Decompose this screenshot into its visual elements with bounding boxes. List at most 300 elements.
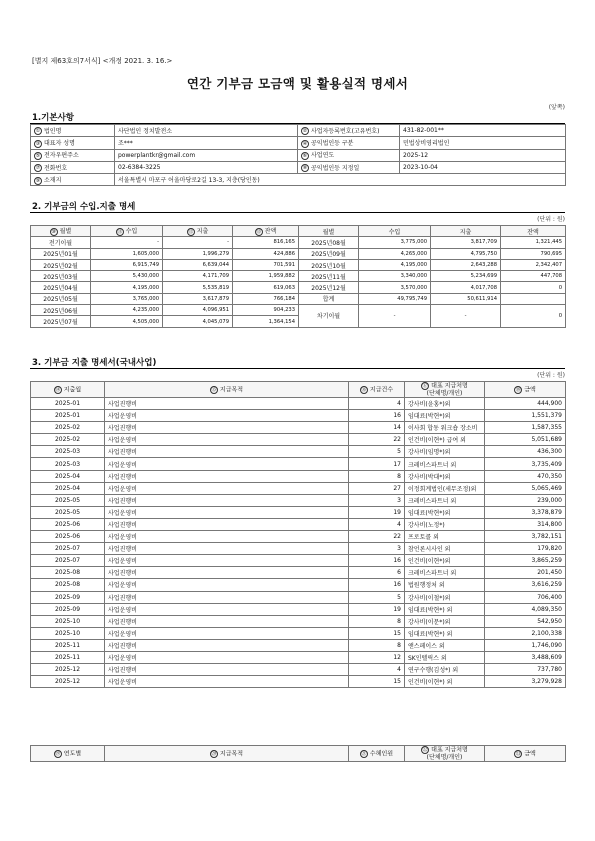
field-label — [31, 137, 115, 149]
yearly-expense-table — [30, 745, 566, 762]
expense-purpose-cell: 사업진행비 — [105, 639, 349, 651]
right-expense-cell: 4,795,750 — [431, 248, 501, 259]
month-header — [31, 226, 91, 237]
expense-payee-cell: 임대료(박현*) 외 — [405, 627, 485, 639]
left-balance-cell: 1,364,154 — [233, 316, 299, 327]
expense-month-cell: 2025-05 — [31, 506, 105, 518]
total-expense-cell: 50,611,914 — [431, 293, 501, 304]
expense-month-cell: 2025-05 — [31, 494, 105, 506]
left-expense-cell: 6,639,044 — [163, 259, 233, 270]
left-balance-cell: 904,233 — [233, 305, 299, 316]
right-month-cell: 2025년11월 — [299, 271, 359, 282]
income-expense-table — [30, 225, 566, 328]
expense-payee-cell: 이사회 합동 워크숍 장소비 — [405, 422, 485, 434]
circled-number-icon: ④ — [302, 140, 308, 147]
form-number: [별지 제63호의7서식] <개정 2021. 3. 16.> — [32, 57, 173, 65]
expense-payee-cell: 프로토콜 외 — [405, 531, 485, 543]
expense-payee-cell: 크레비스파트너 외 — [405, 494, 485, 506]
total-month-cell: 합계 — [299, 293, 359, 304]
expense-amount-cell: 3,279,928 — [485, 676, 566, 688]
expense-month-cell: 2025-02 — [31, 422, 105, 434]
expense-amount-cell: 444,900 — [485, 398, 566, 410]
field-label-text: 사업자등록번호(고유번호) — [311, 127, 380, 135]
amount-header — [485, 382, 566, 398]
expense-count-cell: 5 — [349, 591, 405, 603]
field-label-text: 대표자 성명 — [44, 140, 75, 148]
total-balance-cell — [501, 293, 566, 304]
left-income-cell: 4,195,000 — [91, 282, 163, 293]
table-row — [31, 494, 566, 506]
month-header-label: 월별 — [59, 228, 72, 236]
expense-purpose-cell: 사업운영비 — [105, 555, 349, 567]
expense-count-cell: 8 — [349, 639, 405, 651]
circled-number-icon: ⑥ — [302, 152, 308, 159]
expense-count-cell: 4 — [349, 664, 405, 676]
carryover-expense-cell: - — [431, 305, 501, 328]
circled-number-icon: ⑯ — [361, 386, 367, 393]
table-row — [31, 591, 566, 603]
income-header-label: 수입 — [125, 228, 138, 236]
expense-payee-cell: 강사비(임명*)외 — [405, 446, 485, 458]
circled-number-icon: ⑳ — [211, 750, 217, 757]
field-label — [31, 149, 115, 161]
income-row — [31, 282, 566, 293]
circled-number-icon: ⑪ — [117, 228, 123, 235]
left-expense-cell: 1,996,279 — [163, 248, 233, 259]
expense-amount-cell: 1,551,379 — [485, 410, 566, 422]
expense-payee-cell: SK인텔릭스 외 — [405, 651, 485, 663]
field-label-text: 사업연도 — [311, 152, 335, 160]
section2-unit: (단위 : 원) — [537, 216, 565, 223]
basic-info-row — [31, 137, 566, 149]
right-balance-cell: 1,321,445 — [501, 237, 566, 248]
expense-header — [163, 226, 233, 237]
expense-month-cell: 2025-01 — [31, 410, 105, 422]
expense-month-cell: 2025-06 — [31, 531, 105, 543]
expense-payee-cell: 강사비(이문*)외 — [405, 615, 485, 627]
circled-number-icon: ⑰ — [422, 383, 428, 389]
expense-amount-cell: 239,000 — [485, 494, 566, 506]
expense-payee-cell: 이정회계법인(세무조정)외 — [405, 482, 485, 494]
left-expense-cell: 4,171,709 — [163, 271, 233, 282]
expense-payee-cell: 강사비(이철*)외 — [405, 591, 485, 603]
table-row — [31, 639, 566, 651]
expense-count-cell: 3 — [349, 543, 405, 555]
table-row — [31, 615, 566, 627]
amount-header-label: 금액 — [524, 750, 536, 757]
payee-header-label: 대표 지급처명 — [431, 382, 468, 390]
expense-purpose-cell: 사업운영비 — [105, 531, 349, 543]
beneficiaries-header-label: 수혜인원 — [369, 750, 394, 757]
field-value: 431-82-001** — [400, 125, 566, 137]
circled-number-icon: ③ — [35, 140, 41, 147]
expense-amount-cell: 2,100,338 — [485, 627, 566, 639]
table-row — [31, 664, 566, 676]
expense-purpose-cell: 사업운영비 — [105, 627, 349, 639]
table-row — [31, 434, 566, 446]
income-row — [31, 259, 566, 270]
right-expense-cell: 3,817,709 — [431, 237, 501, 248]
left-month-cell: 2025년01월 — [31, 248, 91, 259]
right-income-cell: 3,570,000 — [359, 282, 431, 293]
expense-amount-cell: 1,587,355 — [485, 422, 566, 434]
balance-header-label: 잔액 — [264, 228, 277, 236]
left-income-cell: 4,235,000 — [91, 305, 163, 316]
right-balance-cell: 790,695 — [501, 248, 566, 259]
expense-purpose-cell: 사업진행비 — [105, 664, 349, 676]
payee-header-sub: (단체명/개인) — [426, 390, 463, 397]
right-balance-cell: 0 — [501, 282, 566, 293]
purpose-header-label: 지급목적 — [219, 750, 244, 757]
field-label — [31, 161, 115, 173]
field-value: 민법상비영리법인 — [400, 137, 566, 149]
circled-number-icon: ⑮ — [211, 386, 217, 393]
balance-header-right: 잔액 — [501, 226, 566, 237]
expense-purpose-cell: 사업운영비 — [105, 506, 349, 518]
expense-month-cell: 2025-06 — [31, 518, 105, 530]
basic-info-row — [31, 149, 566, 161]
month-header-label: 지출월 — [63, 386, 82, 393]
expense-month-cell: 2025-10 — [31, 615, 105, 627]
left-balance-cell: 1,959,882 — [233, 271, 299, 282]
payee-header — [405, 382, 485, 398]
right-income-cell: 3,775,000 — [359, 237, 431, 248]
circled-number-icon: ⑩ — [51, 228, 56, 235]
circled-number-icon: ㉒ — [422, 747, 428, 753]
expense-header-label: 지출 — [196, 228, 209, 236]
table-row — [31, 567, 566, 579]
left-month-cell: 2025년04월 — [31, 282, 91, 293]
income-row — [31, 305, 566, 316]
expense-count-cell: 16 — [349, 579, 405, 591]
table-row — [31, 531, 566, 543]
payee-header-label: 대표 지급처명 — [431, 746, 468, 754]
expense-month-cell: 2025-12 — [31, 664, 105, 676]
left-income-cell: 4,505,000 — [91, 316, 163, 327]
expense-amount-cell: 5,051,689 — [485, 434, 566, 446]
circled-number-icon: ⑦ — [35, 165, 41, 172]
left-balance-cell: 701,591 — [233, 259, 299, 270]
expense-month-cell: 2025-04 — [31, 470, 105, 482]
expense-amount-cell: 5,065,469 — [485, 482, 566, 494]
expense-month-cell: 2025-09 — [31, 603, 105, 615]
left-balance-cell: 619,063 — [233, 282, 299, 293]
income-row — [31, 237, 566, 248]
domestic-header-row — [31, 382, 566, 398]
expense-month-cell: 2025-08 — [31, 567, 105, 579]
expense-payee-cell: 임대료(박현*) 외 — [405, 603, 485, 615]
field-label-text: 법인명 — [44, 127, 62, 135]
expense-count-cell: 8 — [349, 470, 405, 482]
left-month-cell: 2025년03월 — [31, 271, 91, 282]
expense-month-cell: 2025-07 — [31, 543, 105, 555]
right-balance-cell: 2,342,407 — [501, 259, 566, 270]
expense-count-cell: 3 — [349, 494, 405, 506]
expense-purpose-cell: 사업진행비 — [105, 470, 349, 482]
circled-number-icon: ㉓ — [515, 750, 521, 757]
expense-purpose-cell: 사업운영비 — [105, 458, 349, 470]
expense-count-cell: 16 — [349, 410, 405, 422]
expense-count-cell: 6 — [349, 567, 405, 579]
circled-number-icon: ⑫ — [188, 228, 194, 235]
expense-amount-cell: 436,300 — [485, 446, 566, 458]
circled-number-icon: ㉑ — [361, 750, 367, 757]
expense-purpose-cell: 사업운영비 — [105, 410, 349, 422]
income-header — [91, 226, 163, 237]
right-income-cell: 4,195,000 — [359, 259, 431, 270]
right-income-cell: 3,340,000 — [359, 271, 431, 282]
field-value: powerplantkr@gmail.com — [115, 149, 298, 161]
basic-info-table — [30, 124, 566, 186]
expense-purpose-cell: 사업진행비 — [105, 591, 349, 603]
left-expense-cell: - — [163, 237, 233, 248]
left-expense-cell: 4,045,079 — [163, 316, 233, 327]
circled-number-icon: ⑭ — [55, 386, 61, 393]
left-income-cell: - — [91, 237, 163, 248]
field-label — [298, 161, 400, 173]
right-expense-cell: 4,017,708 — [431, 282, 501, 293]
expense-month-cell: 2025-03 — [31, 446, 105, 458]
expense-count-cell: 17 — [349, 458, 405, 470]
expense-count-cell: 22 — [349, 531, 405, 543]
table-row — [31, 627, 566, 639]
expense-count-cell: 4 — [349, 518, 405, 530]
table-row — [31, 676, 566, 688]
month-header-right: 월별 — [299, 226, 359, 237]
payee-header — [405, 746, 485, 762]
expense-month-cell: 2025-04 — [31, 482, 105, 494]
count-header — [349, 382, 405, 398]
circled-number-icon: ⑬ — [256, 228, 262, 235]
year-header — [31, 746, 105, 762]
payee-header-sub: (단체명/개인) — [426, 754, 463, 761]
section3-rule — [30, 368, 565, 369]
table-row — [31, 603, 566, 615]
field-label-text: 공익법인등 지정일 — [311, 164, 360, 172]
expense-purpose-cell: 사업진행비 — [105, 398, 349, 410]
expense-amount-cell: 201,450 — [485, 567, 566, 579]
address-row — [31, 174, 566, 186]
expense-amount-cell: 470,350 — [485, 470, 566, 482]
table-row — [31, 458, 566, 470]
section3-unit: (단위 : 원) — [537, 372, 565, 379]
field-label-text: 전화번호 — [44, 164, 68, 172]
right-month-cell: 2025년12월 — [299, 282, 359, 293]
left-month-cell: 2025년07월 — [31, 316, 91, 327]
expense-count-cell: 4 — [349, 398, 405, 410]
expense-payee-cell: 인건비(이현*)외 — [405, 555, 485, 567]
table-row — [31, 422, 566, 434]
page-title: 연간 기부금 모금액 및 활용실적 명세서 — [186, 76, 409, 91]
left-balance-cell: 816,165 — [233, 237, 299, 248]
balance-header — [233, 226, 299, 237]
expense-purpose-cell: 사업진행비 — [105, 615, 349, 627]
field-label — [31, 125, 115, 137]
expense-purpose-cell: 사업진행비 — [105, 567, 349, 579]
carryover-income-cell: - — [359, 305, 431, 328]
month-header — [31, 382, 105, 398]
table-row — [31, 506, 566, 518]
address-value: 서울특별시 마포구 어울마당로2길 13-3, 지층(당인동) — [115, 174, 566, 186]
expense-payee-cell: 크레비스파트너 외 — [405, 567, 485, 579]
left-balance-cell: 424,886 — [233, 248, 299, 259]
expense-count-cell: 5 — [349, 446, 405, 458]
expense-payee-cell: 강사비(노정*) — [405, 518, 485, 530]
amount-header — [485, 746, 566, 762]
expense-purpose-cell: 사업진행비 — [105, 494, 349, 506]
expense-purpose-cell: 사업진행비 — [105, 422, 349, 434]
expense-purpose-cell: 사업운영비 — [105, 603, 349, 615]
circled-number-icon: ⑨ — [35, 177, 41, 184]
section2-rule — [30, 212, 565, 213]
expense-month-cell: 2025-01 — [31, 398, 105, 410]
expense-purpose-cell: 사업운영비 — [105, 676, 349, 688]
expense-payee-cell: 인건비(이현*) 외 — [405, 676, 485, 688]
basic-info-row — [31, 161, 566, 173]
expense-payee-cell: 강사비(윤홍*)외 — [405, 398, 485, 410]
table-row — [31, 446, 566, 458]
table-row — [31, 482, 566, 494]
expense-payee-cell: 참언론시사인 외 — [405, 543, 485, 555]
field-value: 2025-12 — [400, 149, 566, 161]
expense-payee-cell: 크레비스파트너 외 — [405, 458, 485, 470]
left-income-cell: 6,915,749 — [91, 259, 163, 270]
left-income-cell: 1,605,000 — [91, 248, 163, 259]
page-side-label: (앞쪽) — [548, 104, 565, 111]
expense-month-cell: 2025-02 — [31, 434, 105, 446]
expense-count-cell: 19 — [349, 603, 405, 615]
circled-number-icon: ⑤ — [35, 152, 41, 159]
circled-number-icon: ⑱ — [515, 386, 521, 393]
income-row — [31, 293, 566, 304]
field-value: 조*** — [115, 137, 298, 149]
table-row — [31, 543, 566, 555]
circled-number-icon: ⑲ — [55, 750, 61, 757]
expense-amount-cell: 179,820 — [485, 543, 566, 555]
field-label — [298, 137, 400, 149]
total-income-cell: 49,795,749 — [359, 293, 431, 304]
right-income-cell: 4,265,000 — [359, 248, 431, 259]
purpose-header — [105, 746, 349, 762]
field-value: 사단법인 정치발전소 — [115, 125, 298, 137]
left-month-cell: 2025년06월 — [31, 305, 91, 316]
purpose-header — [105, 382, 349, 398]
income-row — [31, 248, 566, 259]
expense-purpose-cell: 사업진행비 — [105, 543, 349, 555]
expense-amount-cell: 706,400 — [485, 591, 566, 603]
expense-month-cell: 2025-09 — [31, 591, 105, 603]
expense-amount-cell: 1,746,090 — [485, 639, 566, 651]
table-row — [31, 651, 566, 663]
right-expense-cell: 2,643,288 — [431, 259, 501, 270]
basic-info-row — [31, 125, 566, 137]
expense-amount-cell: 4,089,350 — [485, 603, 566, 615]
circled-number-icon: ⑧ — [302, 165, 308, 172]
expense-amount-cell: 737,780 — [485, 664, 566, 676]
expense-count-cell: 16 — [349, 555, 405, 567]
year-header-label: 연도별 — [63, 750, 82, 757]
right-balance-cell: 447,708 — [501, 271, 566, 282]
carryover-month-cell: 차기이월 — [299, 305, 359, 328]
section2-heading: 2. 기부금의 수입.지출 명세 — [32, 202, 136, 212]
expense-payee-cell: 법원행정처 외 — [405, 579, 485, 591]
expense-count-cell: 14 — [349, 422, 405, 434]
address-label — [31, 174, 115, 186]
field-label-text: 전자우편주소 — [44, 152, 79, 160]
expense-purpose-cell: 사업진행비 — [105, 446, 349, 458]
carryover-balance-cell: 0 — [501, 305, 566, 328]
table-row — [31, 470, 566, 482]
expense-amount-cell: 3,782,151 — [485, 531, 566, 543]
left-expense-cell: 3,617,879 — [163, 293, 233, 304]
expense-payee-cell: 강사비(박대*)외 — [405, 470, 485, 482]
income-row — [31, 271, 566, 282]
expense-month-cell: 2025-11 — [31, 651, 105, 663]
section1-heading: 1.기본사항 — [32, 113, 74, 123]
left-month-cell: 2025년02월 — [31, 259, 91, 270]
expense-count-cell: 12 — [349, 651, 405, 663]
expense-amount-cell: 3,616,259 — [485, 579, 566, 591]
left-income-cell: 5,430,000 — [91, 271, 163, 282]
table-row — [31, 518, 566, 530]
field-value: 2023-10-04 — [400, 161, 566, 173]
field-value: 02-6384-3225 — [115, 161, 298, 173]
amount-header-label: 금액 — [524, 386, 536, 393]
expense-count-cell: 15 — [349, 676, 405, 688]
left-income-cell: 3,765,000 — [91, 293, 163, 304]
left-expense-cell: 4,096,951 — [163, 305, 233, 316]
expense-amount-cell: 542,950 — [485, 615, 566, 627]
field-label — [298, 125, 400, 137]
domestic-expense-table — [30, 381, 566, 688]
expense-purpose-cell: 사업진행비 — [105, 518, 349, 530]
expense-count-cell: 8 — [349, 615, 405, 627]
section3-heading: 3. 기부금 지출 명세서(국내사업) — [32, 358, 157, 368]
expense-purpose-cell: 사업운영비 — [105, 434, 349, 446]
expense-amount-cell: 314,800 — [485, 518, 566, 530]
circled-number-icon: ② — [302, 128, 308, 135]
expense-payee-cell: 인건비(이현*) 급여 외 — [405, 434, 485, 446]
expense-payee-cell: 앤스페이스 외 — [405, 639, 485, 651]
expense-purpose-cell: 사업운영비 — [105, 482, 349, 494]
left-month-cell: 2025년05월 — [31, 293, 91, 304]
expense-purpose-cell: 사업운영비 — [105, 651, 349, 663]
expense-count-cell: 15 — [349, 627, 405, 639]
expense-payee-cell: 임대료(박현*)외 — [405, 506, 485, 518]
income-header-row — [31, 226, 566, 237]
address-label-text: 소재지 — [44, 177, 62, 185]
expense-count-cell: 27 — [349, 482, 405, 494]
expense-amount-cell: 3,865,259 — [485, 555, 566, 567]
expense-month-cell: 2025-11 — [31, 639, 105, 651]
left-expense-cell: 5,535,819 — [163, 282, 233, 293]
expense-amount-cell: 3,488,609 — [485, 651, 566, 663]
left-month-cell: 전기이월 — [31, 237, 91, 248]
right-month-cell: 2025년10월 — [299, 259, 359, 270]
table-row — [31, 410, 566, 422]
expense-month-cell: 2025-03 — [31, 458, 105, 470]
income-header-right: 수입 — [359, 226, 431, 237]
expense-payee-cell: 연구수행(김성*) 외 — [405, 664, 485, 676]
circled-number-icon: ① — [35, 128, 41, 135]
left-balance-cell: 766,184 — [233, 293, 299, 304]
field-label-text: 공익법인등 구분 — [311, 140, 354, 148]
purpose-header-label: 지급목적 — [219, 386, 244, 393]
count-header-label: 지급건수 — [369, 386, 394, 393]
expense-count-cell: 22 — [349, 434, 405, 446]
expense-purpose-cell: 사업운영비 — [105, 579, 349, 591]
expense-month-cell: 2025-10 — [31, 627, 105, 639]
